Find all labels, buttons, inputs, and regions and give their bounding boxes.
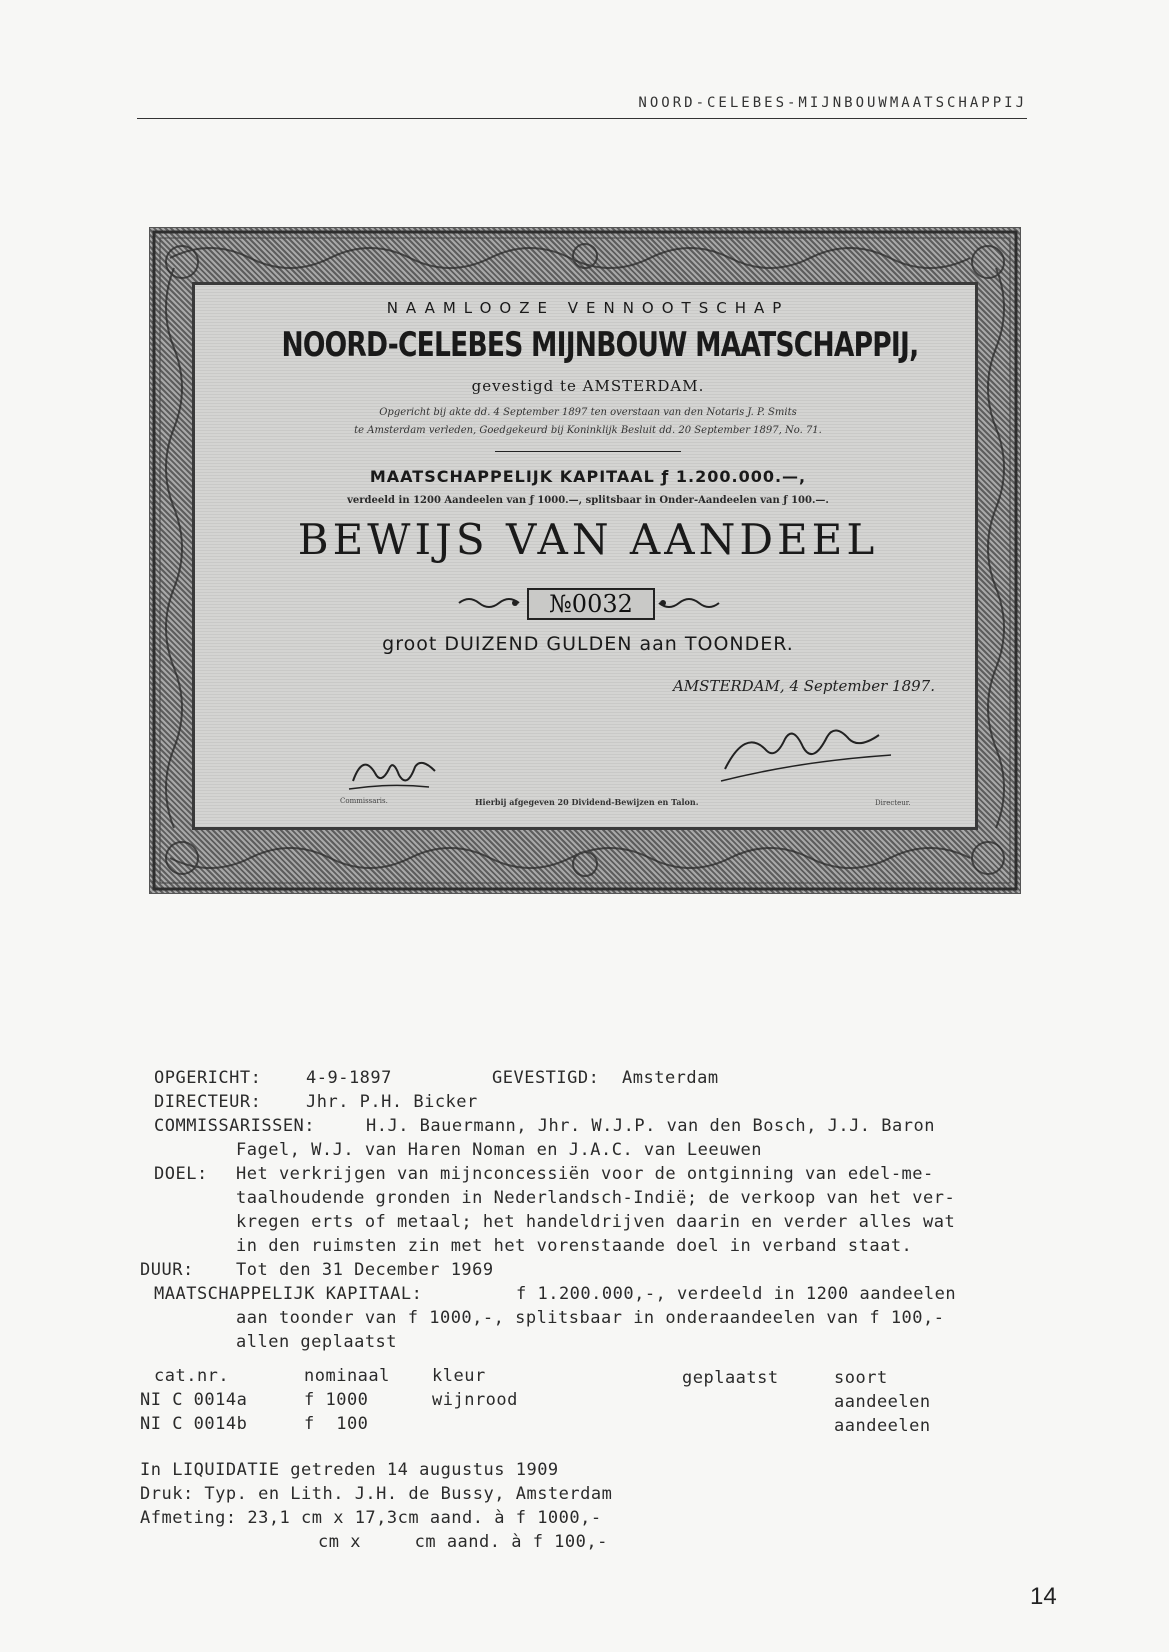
certificate-number: №0032	[527, 588, 655, 620]
share-certificate	[150, 228, 1020, 893]
header-rule	[137, 118, 1027, 119]
kapitaal-line-1: f 1.200.000,-, verdeeld in 1200 aandeelen	[516, 1284, 957, 1304]
opgericht-value: 4-9-1897	[306, 1068, 392, 1088]
certificate-division: verdeeld in 1200 Aandeelen van ƒ 1000.—, splitsbaar in Onder-Aandeelen van ƒ 100.—.	[347, 495, 829, 506]
certificate-place-date: AMSTERDAM, 4 September 1897.	[672, 677, 935, 695]
certificate-title: BEWIJS VAN AANDEEL	[297, 515, 879, 564]
commissarissen-label: COMMISSARISSEN:	[154, 1116, 316, 1136]
doel-line-1: Het verkrijgen van mijnconcessiën voor de ontginning van edel-me-	[236, 1164, 934, 1184]
doel-line-4: in den ruimsten zin met het vorenstaande doel in verband staat.	[236, 1236, 913, 1256]
certificate-founded-line-2: te Amsterdam verleden, Goedgekeurd bij Koninklijk Besluit dd. 20 September 1897, No. 71.	[354, 425, 822, 436]
certificate-directeur-label: Directeur.	[875, 799, 911, 807]
certificate-denomination: groot DUIZEND GULDEN aan TOONDER.	[382, 633, 794, 655]
flourish-right-icon	[657, 594, 721, 612]
catalog-table	[140, 1360, 960, 1440]
catalog-row-1-catnr: NI C 0014a	[140, 1390, 248, 1410]
doel-line-2: taalhoudende gronden in Nederlandsch-Indië; de verkoop van het ver-	[236, 1188, 956, 1208]
commissaris-signature	[345, 751, 445, 795]
gevestigd-value: Amsterdam	[622, 1068, 719, 1088]
certificate-company-type: NAAMLOOZE VENNOOTSCHAP	[386, 299, 790, 317]
catalog-row-2-nominaal: f 100	[304, 1414, 369, 1434]
certificate-number-row	[195, 588, 981, 622]
catalog-row-2-catnr: NI C 0014b	[140, 1414, 248, 1434]
running-header: NOORD-CELEBES-MIJNBOUWMAATSCHAPPIJ	[638, 95, 1027, 111]
certificate-commissaris-label: Commissaris.	[340, 797, 388, 805]
certificate-company-name: NOORD-CELEBES MIJNBOUW MAATSCHAPPIJ,	[281, 325, 919, 365]
opgericht-label: OPGERICHT:	[154, 1068, 262, 1088]
catalog-header-kleur: kleur	[432, 1366, 486, 1386]
certificate-seat: gevestigd te AMSTERDAM.	[471, 377, 705, 395]
certificate-founded-line-1: Opgericht bij akte dd. 4 September 1897 ten overstaan van den Notaris J. P. Smits	[379, 407, 797, 418]
duur-label: DUUR:	[140, 1260, 194, 1280]
afmeting-line-2: cm x cm aand. à f 100,-	[318, 1532, 608, 1552]
catalog-header-geplaatst: geplaatst	[682, 1368, 779, 1388]
liquidatie-note: In LIQUIDATIE getreden 14 augustus 1909	[140, 1460, 559, 1480]
catalog-row-1-nominaal: f 1000	[304, 1390, 369, 1410]
doel-line-3: kregen erts of metaal; het handeldrijven daarin en verder alles wat	[236, 1212, 956, 1232]
commissarissen-line-2: Fagel, W.J. van Haren Noman en J.A.C. van Leeuwen	[236, 1140, 763, 1160]
druk-note: Druk: Typ. en Lith. J.H. de Bussy, Amsterdam	[140, 1484, 613, 1504]
kapitaal-line-3: allen geplaatst	[236, 1332, 398, 1352]
commissarissen-line-1: H.J. Bauermann, Jhr. W.J.P. van den Bosch, J.J. Baron	[366, 1116, 935, 1136]
duur-value: Tot den 31 December 1969	[236, 1260, 494, 1280]
doel-label: DOEL:	[154, 1164, 208, 1184]
directeur-label: DIRECTEUR:	[154, 1092, 262, 1112]
certificate-coupons-note: Hierbij afgegeven 20 Dividend-Bewijzen en Talon.	[475, 797, 699, 807]
gevestigd-label: GEVESTIGD:	[492, 1068, 600, 1088]
directeur-value: Jhr. P.H. Bicker	[306, 1092, 478, 1112]
catalog-header-nominaal: nominaal	[304, 1366, 390, 1386]
catalog-row-1-soort: aandeelen	[834, 1392, 931, 1412]
certificate-capital: MAATSCHAPPELIJK KAPITAAL ƒ 1.200.000.—,	[369, 467, 807, 486]
directeur-signature	[715, 717, 905, 787]
kapitaal-line-2: aan toonder van f 1000,-, splitsbaar in onderaandeelen van f 100,-	[236, 1308, 945, 1328]
afmeting-line-1: Afmeting: 23,1 cm x 17,3cm aand. à f 1000,-	[140, 1508, 602, 1528]
kapitaal-label: MAATSCHAPPELIJK KAPITAAL:	[154, 1284, 423, 1304]
certificate-inner-panel	[192, 282, 978, 830]
flourish-left-icon	[457, 594, 521, 612]
catalog-header-soort: soort	[834, 1368, 888, 1388]
catalog-row-1-kleur: wijnrood	[432, 1390, 518, 1410]
page-number: 14	[1030, 1583, 1057, 1610]
catalog-header-catnr: cat.nr.	[154, 1366, 230, 1386]
certificate-divider	[495, 451, 681, 452]
catalog-row-2-soort: aandeelen	[834, 1416, 931, 1436]
